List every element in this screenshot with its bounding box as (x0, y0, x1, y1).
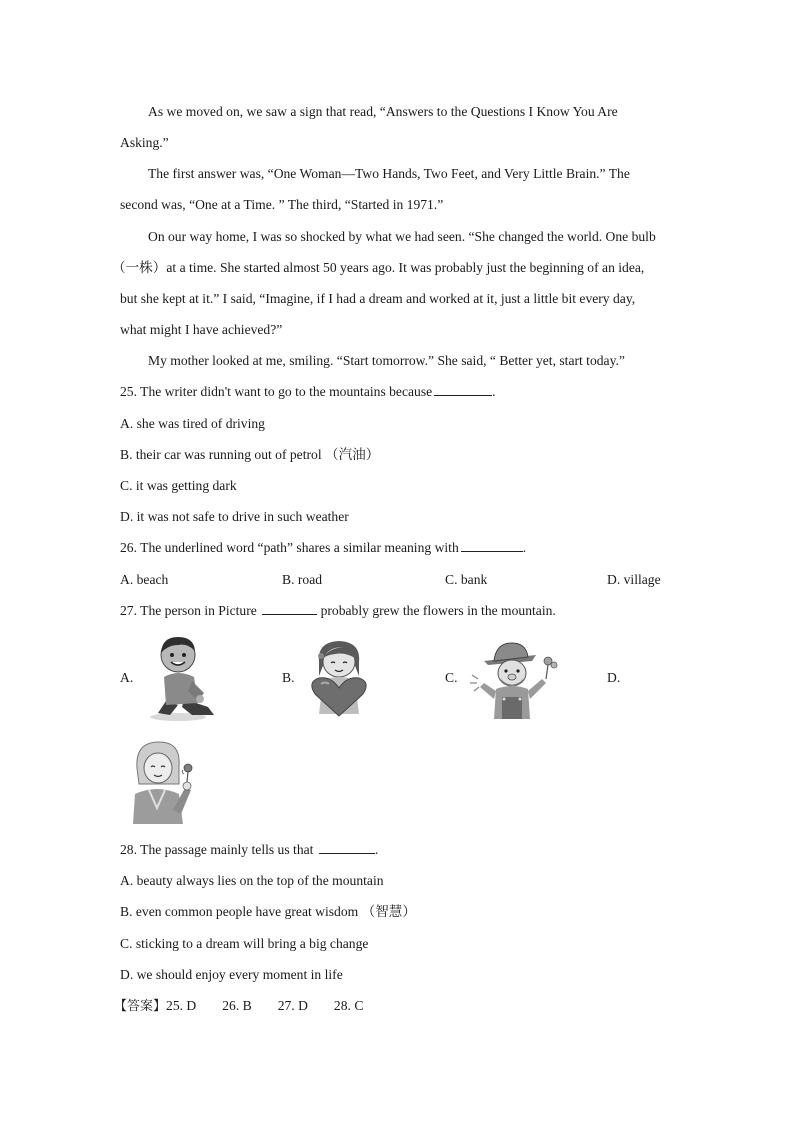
question-text: 28. The passage mainly tells us that (120, 842, 314, 857)
question-text: 25. The writer didn't want to go to the mountains because (120, 384, 433, 399)
passage-line: As we moved on, we saw a sign that read, “Answers to the Questions I Know You Are (148, 104, 618, 119)
option-a: A. beauty always lies on the top of the mountain (120, 873, 384, 888)
old-man-picture (466, 639, 560, 721)
answer-28: 28. C (333, 998, 364, 1013)
passage-line: what might I have achieved?” (120, 322, 283, 337)
option-c: C. it was getting dark (120, 478, 237, 493)
question-25-stem (120, 383, 496, 401)
option-c: C. sticking to a dream will bring a big change (120, 936, 369, 951)
option-b: B. (282, 670, 295, 685)
option-b: B. even common people have great wisdom （智慧） (120, 904, 416, 919)
option-d: D. it was not safe to drive in such weather (120, 509, 349, 524)
option-a: A. beach (120, 572, 169, 587)
option-c: C. bank (445, 572, 488, 587)
passage-line: （一株）at a time. She started almost 50 years ago. It was probably just the beginning of an idea, (112, 260, 645, 275)
answer-tag: 【答案】 (114, 999, 167, 1014)
passage-line: On our way home, I was so shocked by what we had seen. “She changed the world. One bulb (148, 229, 656, 244)
question-end: . (492, 384, 496, 399)
question-text: 27. The person in Picture (120, 603, 257, 618)
woman-flower-picture (127, 738, 197, 824)
question-end: . (522, 540, 527, 555)
girl-heart-picture (305, 636, 377, 720)
answer-blank (319, 841, 375, 854)
question-text-end: probably grew the flowers in the mountain. (320, 603, 556, 618)
option-d: D. (607, 670, 621, 685)
question-end: . (374, 842, 379, 857)
answer-key (114, 997, 363, 1016)
option-d: D. village (607, 572, 661, 587)
answer-26: 26. B (222, 998, 252, 1013)
passage-line: Asking.” (120, 135, 169, 150)
question-26-stem (120, 539, 526, 557)
answer-blank (434, 383, 492, 396)
question-27-stem (120, 602, 556, 620)
answer-blank (262, 602, 317, 615)
passage-line: second was, “One at a Time. ” The third, “Started in 1971.” (120, 197, 444, 212)
passage-line: but she kept at it.” I said, “Imagine, if I had a dream and worked at it, just a little bit every day, (120, 291, 636, 306)
option-b: B. road (282, 572, 323, 587)
answer-blank (461, 539, 523, 552)
answer-25: 25. D (166, 998, 197, 1013)
passage-line: My mother looked at me, smiling. “Start tomorrow.” She said, “ Better yet, start today.” (148, 353, 625, 368)
passage-line: The first answer was, “One Woman—Two Hands, Two Feet, and Very Little Brain.” The (148, 166, 630, 181)
boy-picture (148, 633, 222, 723)
option-a: A. she was tired of driving (120, 416, 265, 431)
option-c: C. (445, 670, 458, 685)
option-a: A. (120, 670, 134, 685)
answer-27: 27. D (277, 998, 308, 1013)
option-d: D. we should enjoy every moment in life (120, 967, 343, 982)
question-text: 26. The underlined word “path” shares a similar meaning with (120, 540, 459, 555)
option-b: B. their car was running out of petrol （汽油） (120, 447, 380, 462)
question-28-stem (120, 841, 378, 859)
